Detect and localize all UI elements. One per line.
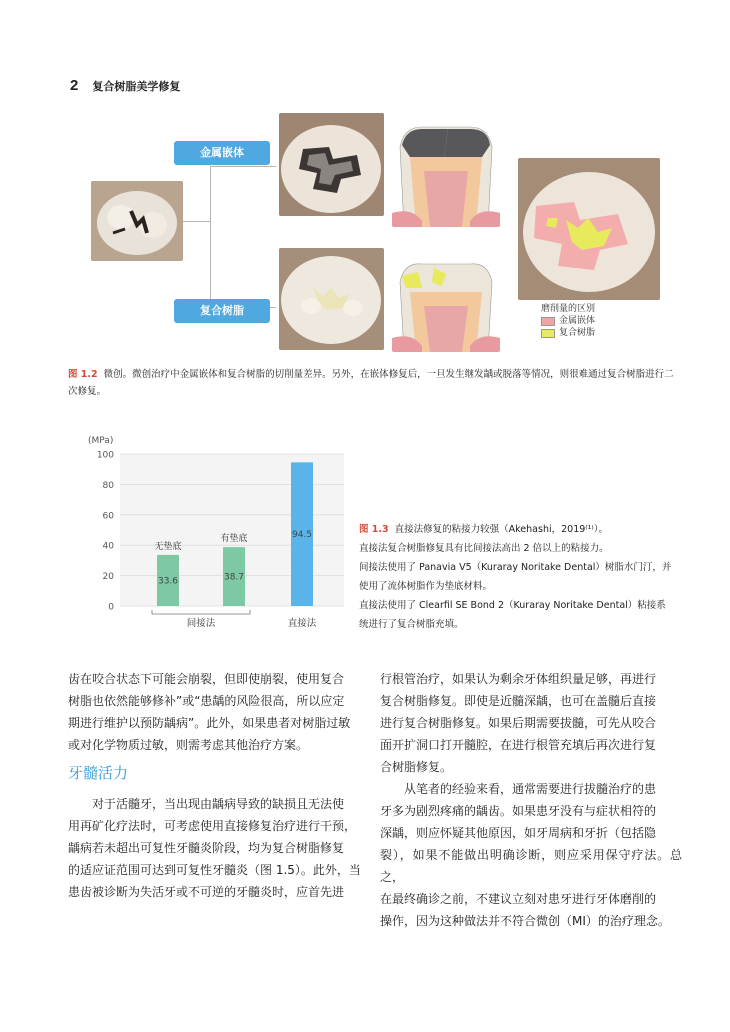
tooth-photo-original: [91, 181, 183, 261]
connector-line: [210, 166, 276, 167]
label-composite-resin: 复合树脂: [174, 299, 270, 323]
diagram-inlay-section: [392, 117, 500, 227]
paragraph-line: 面开扩洞口打开髓腔，在进行根管充填后再次进行复: [380, 738, 657, 752]
paragraph-line: 进行复合树脂修复。如果后期需要拔髓，可先从咬合: [380, 716, 657, 730]
caption-line: 直接法复合树脂修复具有比间接法高出 2 倍以上的粘接力。: [359, 543, 609, 554]
section-title: 牙髓活力: [68, 764, 129, 782]
paragraph-line: 裂），如果不能做出明确诊断，则应采用保守疗法。总之，: [380, 848, 682, 884]
caption-line: 直接法使用了 Clearfil SE Bond 2（Kuraray Noritake Dental）粘接系: [359, 600, 666, 611]
paragraph-line: 树脂也依然能够修补”或“患龋的风险很高，所以应定: [68, 694, 345, 708]
bar-top-label: 无垫底: [154, 541, 182, 552]
cut-amount-legend: [541, 303, 595, 339]
paragraph-line: 复合树脂修复。即使是近髓深龋，也可在盖髓后直接: [380, 694, 657, 708]
paragraph-line: 患齿被诊断为失活牙或不可逆的牙髓炎时，应首先进: [68, 885, 345, 899]
paragraph-line: 合树脂修复。: [380, 760, 453, 774]
paragraph-line: 龋病若未超出可复性牙髓炎阶段，均为复合树脂修复: [68, 841, 345, 855]
legend-title: 磨削量的区别: [541, 304, 596, 314]
paragraph-line: 从笔者的经验来看，通常需要进行拔髓治疗的患: [380, 782, 657, 796]
tooth-photo-composite: [279, 248, 384, 350]
bar-value-label: 33.6: [157, 576, 179, 587]
paragraph-line: 的适应证范围可达到可复性牙髓炎（图 1.5）。此外，当: [68, 863, 361, 877]
paragraph-line: 行根管治疗，如果认为剩余牙体组织量足够，再进行: [380, 672, 657, 686]
paragraph-line: 操作，因为这种做法并不符合微创（MI）的治疗理念。: [380, 914, 670, 928]
y-axis-label: (MPa): [88, 436, 114, 446]
bar-chart: [68, 430, 350, 630]
paragraph-line: 对于活髓牙，当出现由龋病导致的缺损且无法使: [68, 797, 345, 811]
left-column-top: [68, 668, 368, 756]
paragraph-line: 或对化学物质过敏，则需考虑其他治疗方案。: [68, 738, 309, 752]
figure-number: 图 1.3: [359, 524, 389, 535]
legend-label: 金属嵌体: [559, 316, 596, 326]
y-tick-label: 40: [102, 541, 114, 552]
left-column-bottom: [68, 793, 368, 903]
caption-line: 间接法使用了 Panavia V5（Kuraray Noritake Dental）树脂水门汀，并: [359, 562, 672, 573]
paragraph-line: 牙多为剧烈疼痛的龋齿。如果患牙没有与症状相符的: [380, 804, 657, 818]
y-tick-label: 20: [102, 572, 114, 583]
connector-line: [210, 166, 211, 308]
caption-line: 统进行了复合树脂充填。: [359, 619, 464, 630]
figure-1-2: [0, 0, 730, 360]
y-tick-label: 60: [102, 511, 114, 522]
bar-value-label: 94.5: [291, 530, 313, 541]
y-tick-label: 0: [108, 602, 114, 613]
bar-value-label: 38.7: [223, 572, 245, 583]
figure-number: 图 1.2: [68, 369, 98, 380]
page-number: 2: [70, 77, 79, 94]
connector-line: [183, 221, 211, 222]
legend-label: 复合树脂: [559, 328, 596, 338]
legend-swatch: [541, 317, 555, 326]
paragraph-line: 在最终确诊之前，不建议立刻对患牙进行牙体磨削的: [380, 892, 657, 906]
bond-strength-chart: [68, 430, 350, 630]
paragraph-line: 期进行维护以预防龋病”。此外，如果患者对树脂过敏: [68, 716, 351, 730]
group-bracket: [152, 610, 250, 614]
label-metal-inlay: 金属嵌体: [174, 141, 270, 165]
diagram-composite-section: [392, 252, 500, 352]
caption-line: 直接法修复的粘接力较强（Akehashi，2019⁽¹⁾）。: [394, 524, 609, 535]
book-title: 复合树脂美学修复: [92, 80, 181, 93]
figure-1-3-caption: [359, 520, 679, 634]
figure-1-2-caption: [68, 366, 680, 400]
paragraph-line: 齿在咬合状态下可能会崩裂，但即使崩裂，使用复合: [68, 672, 345, 686]
caption-line: 使用了流体树脂作为垫底材料。: [359, 581, 493, 592]
paragraph-line: 深龋，则应怀疑其他原因，如牙周病和牙折（包括隐: [380, 826, 657, 840]
group-label-indirect: 间接法: [186, 618, 216, 629]
caption-text: 微创。微创治疗中金属嵌体和复合树脂的切削量差异。另外，在嵌体修复后，一旦发生继发龋或脱落等情况，则很难通过复合树脂进行二次修复。: [68, 369, 674, 397]
tooth-photo-comparison: [518, 158, 660, 300]
paragraph-line: 用再矿化疗法时，可考虑使用直接修复治疗进行干预，: [68, 819, 357, 833]
bar-top-label: 有垫底: [220, 534, 248, 545]
legend-item-composite: [541, 327, 595, 339]
legend-item-inlay: [541, 315, 595, 327]
tooth-photo-inlay: [279, 113, 384, 216]
y-tick-label: 80: [102, 480, 114, 491]
y-tick-label: 100: [96, 450, 114, 461]
right-column: [380, 668, 682, 932]
group-label-direct: 直接法: [287, 618, 317, 629]
legend-swatch: [541, 329, 555, 338]
